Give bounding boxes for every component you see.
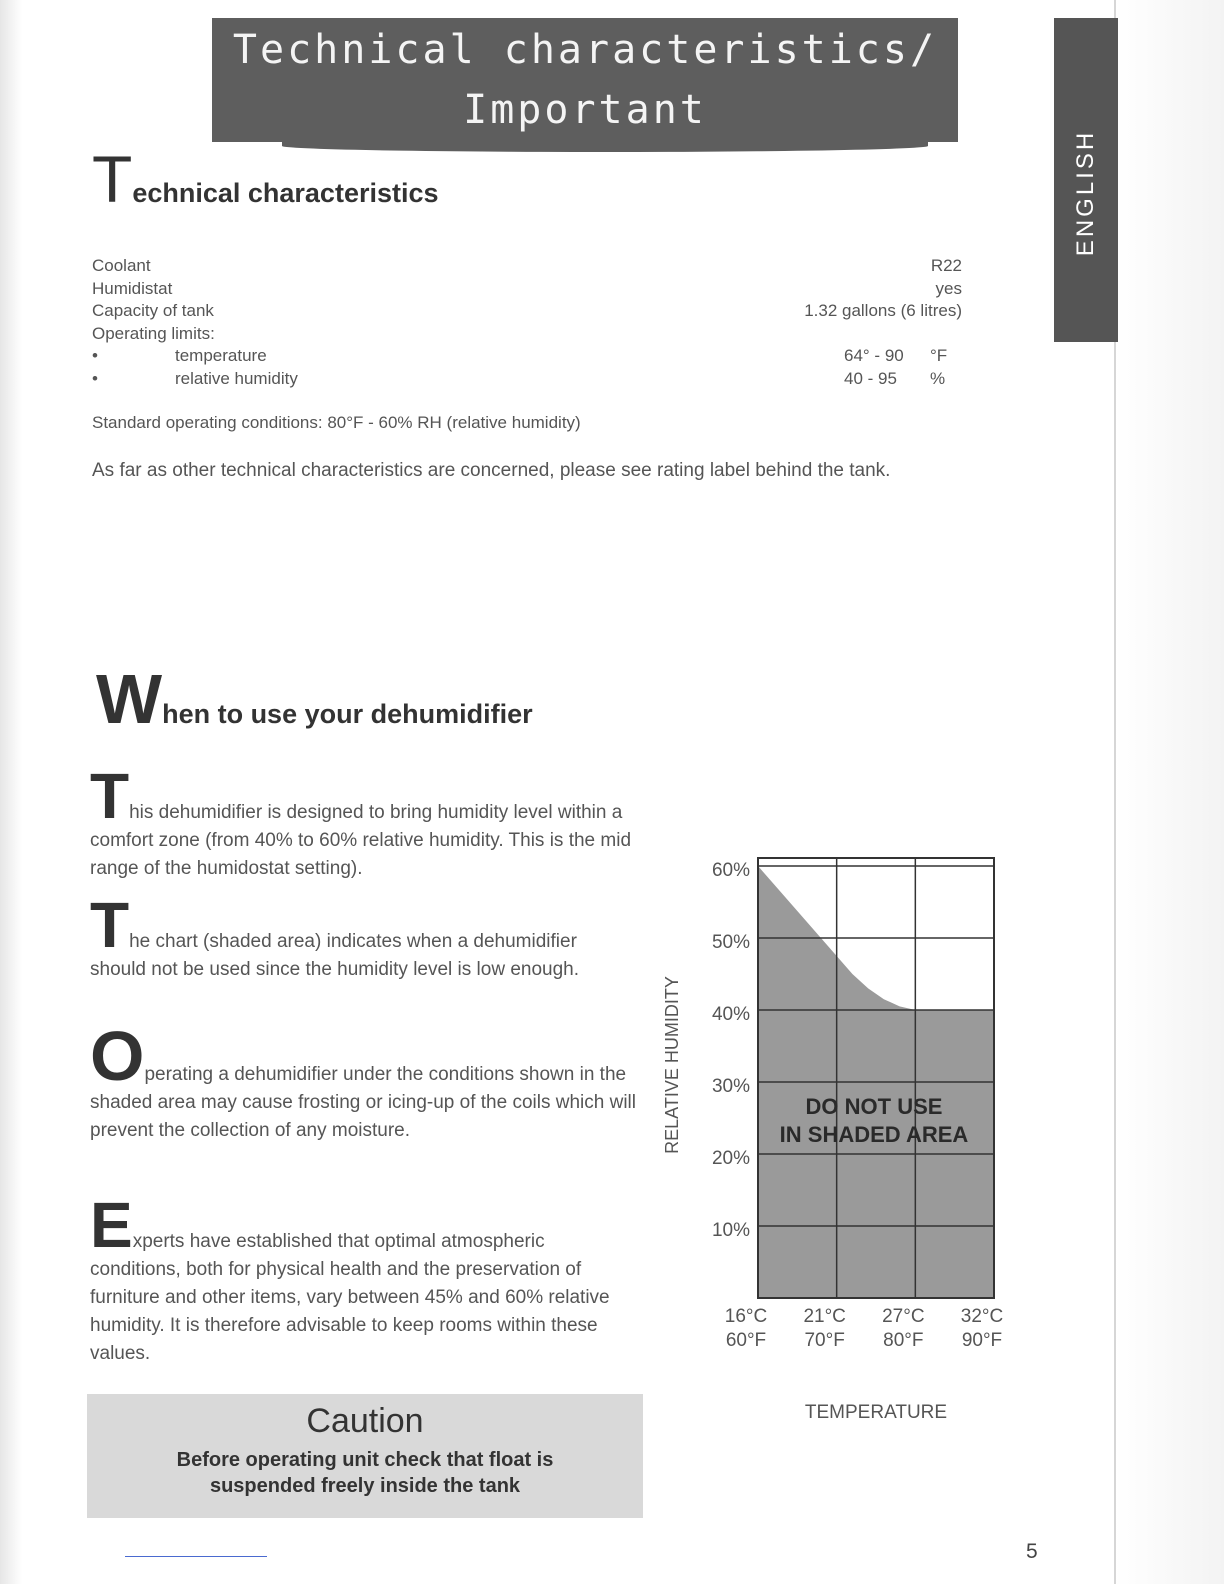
paragraph [90,1189,638,1368]
spec-label: Humidistat [92,278,173,298]
banner-line-1: Technical characteristics/ [232,27,938,73]
limit-unit: % [930,368,946,388]
drop-cap: T [90,760,130,832]
language-tab [1054,18,1118,342]
spec-row [92,324,964,347]
banner-line-2: Important [463,87,707,133]
spec-label: Coolant [92,256,151,275]
spec-value: yes [935,278,962,298]
y-tick-label: 50% [711,932,750,953]
limit-unit: °F [930,346,948,365]
page-right-shadow [1114,0,1224,1584]
heading-rest: hen to use your dehumidifier [162,699,533,729]
caution-title: Caution [306,1402,424,1440]
drop-cap: O [90,1017,145,1095]
limit-label: temperature [175,346,267,365]
x-tick-label: 80°F [883,1330,924,1351]
y-tick-label: 60% [711,860,750,881]
spec-list [92,256,964,391]
x-tick-label: 21°C [803,1306,846,1327]
spec-value: 1.32 gallons (6 litres) [804,301,962,320]
footer-line [125,1556,267,1557]
x-tick-label: 16°C [724,1306,768,1327]
tech-characteristics-heading [92,142,439,216]
paragraph [90,1017,638,1145]
y-tick-label: 10% [711,1220,750,1241]
paragraph-text: perating a dehumidifier under the conditions shown in the shaded area may cause frosting or icing-up of the coils which will prevent the collection of any moisture. [90,1064,636,1141]
y-tick-label: 40% [711,1004,750,1025]
chart-svg [648,840,1048,1440]
spec-row [92,256,964,279]
chart-annotation: IN SHADED AREA [779,1122,969,1147]
chart-annotation: DO NOT USE [805,1094,943,1119]
x-tick-label: 32°C [960,1306,1004,1327]
page-left-shadow [0,0,22,1584]
drop-cap: E [90,1189,133,1261]
x-axis-label: TEMPERATURE [804,1402,948,1423]
limit-row-temperature [92,346,964,369]
paragraph [90,760,638,883]
language-tab-label: ENGLISH [1072,129,1099,257]
title-banner [212,18,958,142]
standard-conditions: Standard operating conditions: 80°F - 60% RH (relative humidity) [92,413,581,432]
spec-label: Operating limits: [92,323,215,343]
limit-range: 40 - 95 [844,368,897,388]
spec-row [92,279,964,302]
limit-range: 64° - 90 [844,346,904,365]
paragraph-text: xperts have established that optimal atmospheric conditions, both for physical health and the preservation of furniture and other items, vary between 45% and 60% relative humidity. It is therefore advisable to keep rooms within these values. [90,1231,610,1364]
heading-initial: T [92,142,133,216]
paragraph [90,889,638,984]
bullet: • [92,368,98,388]
page-number: 5 [1026,1540,1038,1563]
other-characteristics-note: As far as other technical characteristics are concerned, please see rating label behind the tank. [92,460,891,481]
humidity-chart [648,840,1048,1440]
caution-text: Before operating unit check that float is suspended freely inside the tank [176,1449,554,1497]
bullet: • [92,346,98,365]
x-tick-label: 90°F [961,1330,1003,1351]
heading-rest: echnical characteristics [132,178,439,208]
caution-box [87,1394,643,1518]
y-axis-label: RELATIVE HUMIDITY [662,976,682,1154]
spec-row [92,301,964,324]
limit-label: relative humidity [175,368,298,388]
limit-row-humidity [92,369,964,392]
x-tick-label: 70°F [804,1330,845,1351]
x-tick-label: 60°F [725,1330,767,1351]
heading-initial: W [96,660,163,738]
when-to-use-heading [96,660,533,738]
drop-cap: T [90,889,130,961]
x-tick-label: 27°C [882,1306,925,1327]
spec-value: R22 [930,256,962,275]
paragraph-text: his dehumidifier is designed to bring humidity level within a comfort zone (from 40% to 60% relative humidity. This is the mid range of the humidostat setting). [90,802,632,879]
paragraph-text: he chart (shaded area) indicates when a dehumidifier should not be used since the humidity level is low enough. [90,931,580,980]
spec-label: Capacity of tank [92,301,214,320]
y-tick-label: 30% [711,1076,750,1097]
y-tick-label: 20% [711,1148,750,1169]
